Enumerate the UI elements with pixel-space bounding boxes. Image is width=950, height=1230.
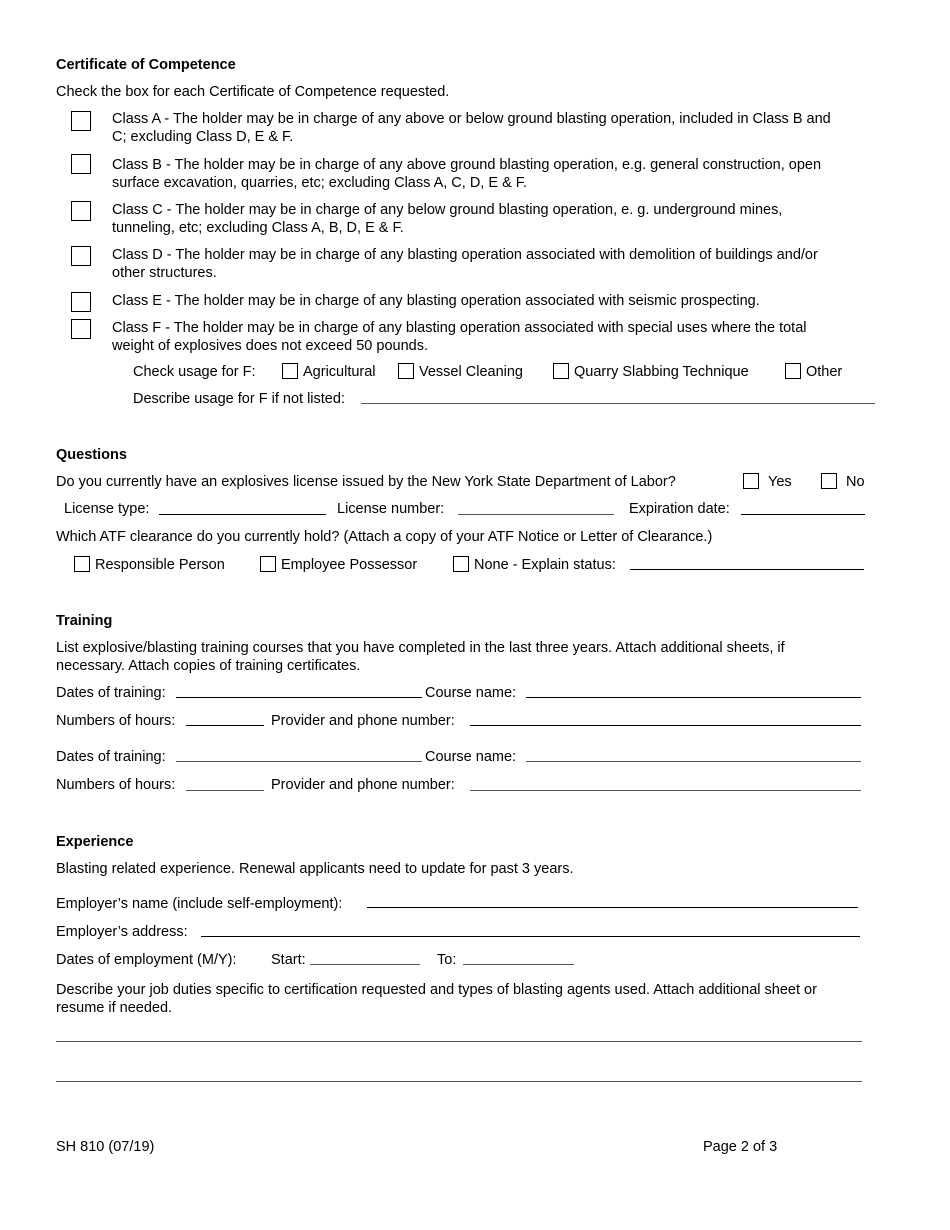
class-e-checkbox[interactable] [71, 292, 91, 312]
class-f-text-line2: weight of explosives does not exceed 50 pounds. [112, 338, 428, 354]
atf-responsible-person-checkbox[interactable] [74, 556, 90, 572]
atf-question: Which ATF clearance do you currently hold? (Attach a copy of your ATF Notice or Letter of Clearance.) [56, 529, 713, 545]
page-number: Page 2 of 3 [703, 1139, 778, 1155]
job-duties-field-line1[interactable] [56, 1041, 862, 1042]
usage-other-label: Other [806, 364, 843, 380]
experience-instruction: Blasting related experience. Renewal applicants need to update for past 3 years. [56, 861, 574, 877]
describe-usage-label: Describe usage for F if not listed: [133, 391, 345, 407]
class-c-checkbox[interactable] [71, 201, 91, 221]
employment-start-field[interactable] [310, 964, 420, 965]
atf-employee-possessor-checkbox[interactable] [260, 556, 276, 572]
training-1-course-field[interactable] [526, 697, 861, 698]
class-e-text-line1: Class E - The holder may be in charge of any blasting operation associated with seismic prospecting. [112, 293, 760, 309]
training-2-dates-label: Dates of training: [56, 749, 166, 765]
section-heading-experience: Experience [56, 834, 134, 850]
certificate-instruction: Check the box for each Certificate of Competence requested. [56, 84, 450, 100]
expiration-date-label: Expiration date: [629, 501, 730, 517]
training-1-dates-field[interactable] [176, 697, 422, 698]
section-heading-questions: Questions [56, 447, 127, 463]
employer-address-field[interactable] [201, 936, 860, 937]
training-1-hours-field[interactable] [186, 725, 264, 726]
license-type-label: License type: [64, 501, 150, 517]
expiration-date-field[interactable] [741, 514, 865, 515]
form-id: SH 810 (07/19) [56, 1139, 155, 1155]
employer-name-field[interactable] [367, 907, 858, 908]
describe-usage-field[interactable] [361, 403, 875, 404]
atf-none-checkbox[interactable] [453, 556, 469, 572]
license-no-checkbox[interactable] [821, 473, 837, 489]
class-d-text-line1: Class D - The holder may be in charge of any blasting operation associated with demolition of buildings and/or [112, 247, 818, 263]
license-yes-checkbox[interactable] [743, 473, 759, 489]
employer-address-label: Employer’s address: [56, 924, 188, 940]
class-f-text-line1: Class F - The holder may be in charge of any blasting operation associated with special uses where the total [112, 320, 807, 336]
class-a-checkbox[interactable] [71, 111, 91, 131]
employment-start-label: Start: [271, 952, 306, 968]
training-2-course-field[interactable] [526, 761, 861, 762]
usage-quarry-slabbing-label: Quarry Slabbing Technique [574, 364, 749, 380]
usage-vessel-cleaning-checkbox[interactable] [398, 363, 414, 379]
class-c-text-line2: tunneling, etc; excluding Class A, B, D, E & F. [112, 220, 404, 236]
class-d-text-line2: other structures. [112, 265, 217, 281]
atf-none-label: None - Explain status: [474, 557, 616, 573]
training-1-provider-field[interactable] [470, 725, 861, 726]
job-duties-instruction-line1: Describe your job duties specific to certification requested and types of blasting agents used. Attach additional sheet or [56, 982, 817, 998]
training-1-course-label: Course name: [425, 685, 517, 701]
class-b-checkbox[interactable] [71, 154, 91, 174]
class-b-text-line1: Class B - The holder may be in charge of any above ground blasting operation, e.g. general construction, open [112, 157, 822, 173]
atf-employee-possessor-label: Employee Possessor [281, 557, 418, 573]
training-instruction-line2: necessary. Attach copies of training certificates. [56, 658, 361, 674]
section-heading-certificate: Certificate of Competence [56, 57, 236, 73]
usage-other-checkbox[interactable] [785, 363, 801, 379]
training-2-course-label: Course name: [425, 749, 517, 765]
license-type-field[interactable] [159, 514, 326, 515]
atf-responsible-person-label: Responsible Person [95, 557, 225, 573]
training-2-hours-label: Numbers of hours: [56, 777, 176, 793]
usage-vessel-cleaning-label: Vessel Cleaning [419, 364, 523, 380]
training-1-hours-label: Numbers of hours: [56, 713, 176, 729]
employer-name-label: Employer’s name (include self-employment): [56, 896, 343, 912]
license-number-label: License number: [337, 501, 445, 517]
training-2-hours-field[interactable] [186, 790, 264, 791]
atf-none-explain-field[interactable] [630, 569, 864, 570]
class-f-checkbox[interactable] [71, 319, 91, 339]
section-heading-training: Training [56, 613, 113, 629]
training-2-dates-field[interactable] [176, 761, 422, 762]
usage-agricultural-label: Agricultural [303, 364, 376, 380]
training-2-provider-field[interactable] [470, 790, 861, 791]
training-1-dates-label: Dates of training: [56, 685, 166, 701]
license-number-field[interactable] [458, 514, 614, 515]
training-2-provider-label: Provider and phone number: [271, 777, 455, 793]
class-c-text-line1: Class C - The holder may be in charge of any below ground blasting operation, e. g. underground mines, [112, 202, 783, 218]
training-instruction-line1: List explosive/blasting training courses that you have completed in the last three years. Attach additional sheets, if [56, 640, 785, 656]
employment-to-field[interactable] [463, 964, 574, 965]
usage-agricultural-checkbox[interactable] [282, 363, 298, 379]
job-duties-instruction-line2: resume if needed. [56, 1000, 173, 1016]
class-b-text-line2: surface excavation, quarries, etc; excluding Class A, C, D, E & F. [112, 175, 528, 191]
license-no-label: No [846, 474, 865, 490]
job-duties-field-line2[interactable] [56, 1081, 862, 1082]
usage-label: Check usage for F: [133, 364, 256, 380]
class-a-text-line2: C; excluding Class D, E & F. [112, 129, 294, 145]
license-question: Do you currently have an explosives license issued by the New York State Department of Labor? [56, 474, 676, 490]
class-a-text-line1: Class A - The holder may be in charge of any above or below ground blasting operation, included in Class B and [112, 111, 831, 127]
training-1-provider-label: Provider and phone number: [271, 713, 455, 729]
usage-quarry-slabbing-checkbox[interactable] [553, 363, 569, 379]
employment-to-label: To: [437, 952, 457, 968]
license-yes-label: Yes [768, 474, 792, 490]
employment-dates-label: Dates of employment (M/Y): [56, 952, 237, 968]
class-d-checkbox[interactable] [71, 246, 91, 266]
